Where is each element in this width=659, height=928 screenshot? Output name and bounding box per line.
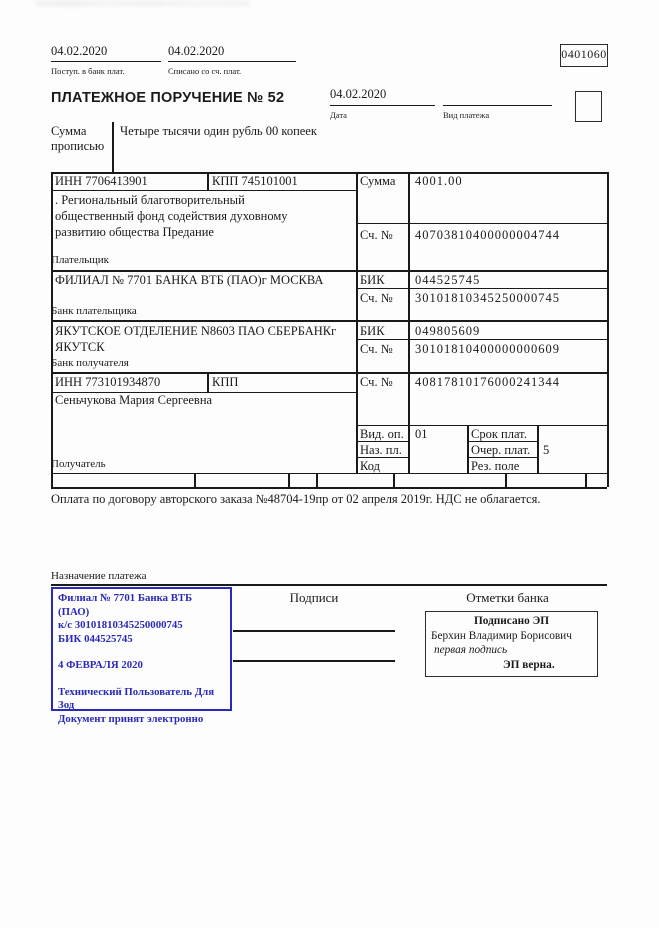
esign-title: Подписано ЭП — [473, 615, 550, 627]
signature-line-2 — [233, 660, 395, 662]
priority-label: Очер. плат. — [471, 443, 531, 457]
table-line — [207, 372, 209, 392]
amount-words-label-2: прописью — [51, 139, 105, 153]
code-label: Код — [360, 459, 380, 473]
date-underline — [330, 105, 435, 106]
stamp-date: 4 ФЕВРАЛЯ 2020 — [58, 659, 143, 671]
table-line — [356, 288, 607, 289]
table-line — [316, 473, 318, 487]
document-title: ПЛАТЕЖНОЕ ПОРУЧЕНИЕ № 52 — [51, 90, 285, 106]
signatures-heading: Подписи — [289, 590, 339, 605]
received-date-label: Поступ. в банк плат. — [51, 66, 125, 76]
table-line — [51, 270, 607, 272]
due-date-label: Срок плат. — [471, 427, 527, 441]
table-line — [288, 473, 290, 487]
op-type-value: 01 — [415, 427, 428, 441]
payer-inn: ИНН 7706413901 — [55, 174, 148, 188]
amount-in-words: Четыре тысячи один рубль 00 копеек — [120, 124, 317, 138]
reserve-field-label: Рез. поле — [471, 459, 520, 473]
payer-bank-account: 30101810345250000745 — [415, 291, 560, 305]
stamp-bank-name: Филиал № 7701 Банка ВТБ (ПАО) — [58, 592, 193, 618]
payment-type-checkbox — [575, 91, 602, 122]
sum-value: 4001.00 — [415, 174, 463, 188]
payer-bank-account-label: Сч. № — [360, 291, 393, 305]
payee-bank-bik: 049805609 — [415, 324, 481, 338]
stamp-spacer — [58, 646, 225, 659]
esign-box — [425, 611, 598, 677]
purpose-underline — [51, 584, 607, 586]
signature-line-1 — [233, 630, 395, 632]
table-line — [537, 425, 539, 473]
payee-account-label: Сч. № — [360, 375, 393, 389]
payee-bank-account: 30101810400000000609 — [415, 342, 560, 356]
esign-note: первая подпись — [434, 644, 508, 656]
table-line — [356, 172, 358, 473]
debited-date-underline — [168, 61, 296, 62]
debited-date-label: Списано со сч. плат. — [168, 66, 242, 76]
payer-account-label: Сч. № — [360, 228, 393, 242]
table-line — [356, 339, 607, 340]
payment-type-underline — [443, 105, 552, 106]
date-label: Дата — [330, 110, 347, 120]
payer-bank-bik: 044525745 — [415, 273, 481, 287]
bank-marks-heading: Отметки банка — [466, 590, 549, 605]
amount-words-divider — [112, 122, 114, 172]
stamp-spacer — [58, 673, 225, 686]
payee-bank-name-line-1: ЯКУТСКОЕ ОТДЕЛЕНИЕ N8603 ПАО СБЕРБАНКг — [55, 324, 337, 338]
stamp-user: Технический Пользователь Для Зод — [58, 685, 215, 711]
table-line — [51, 487, 607, 489]
received-date: 04.02.2020 — [51, 44, 108, 58]
received-date-underline — [51, 61, 161, 62]
payer-bank-name: ФИЛИАЛ № 7701 БАНКА ВТБ (ПАО)г МОСКВА — [55, 273, 324, 287]
stamp-bik: БИК 044525745 — [58, 632, 133, 645]
table-line — [505, 473, 507, 487]
payment-type-label: Вид платежа — [443, 110, 490, 120]
priority-value: 5 — [543, 443, 550, 457]
payee-section-label: Получатель — [51, 458, 106, 470]
payer-kpp: КПП 745101001 — [212, 174, 298, 188]
stamp-accepted: Документ принят электронно — [58, 712, 204, 725]
scan-artifact — [35, 0, 250, 7]
payer-name-line-1: . Региональный благотворительный — [55, 193, 245, 207]
payer-bank-bik-label: БИК — [360, 273, 385, 287]
payer-account: 40703810400000004744 — [415, 228, 560, 242]
payer-name-line-3: развитию общества Предание — [55, 225, 214, 239]
table-line — [194, 473, 196, 487]
payment-purpose-text: Оплата по договору авторского заказа №48704-19пр от 02 апреля 2019г. НДС не облагается. — [51, 492, 541, 506]
table-line — [51, 320, 607, 322]
table-line — [585, 473, 587, 487]
payee-inn: ИНН 773101934870 — [55, 375, 161, 389]
stamp-corr-account: к/с 30101810345250000745 — [58, 619, 183, 631]
table-line — [51, 172, 53, 487]
payee-bank-bik-label: БИК — [360, 324, 385, 338]
amount-words-label-1: Сумма — [51, 124, 87, 138]
table-line — [408, 172, 410, 473]
op-type-label: Вид. оп. — [360, 427, 404, 441]
table-line — [51, 190, 356, 191]
payment-purpose-label: Назначение платежа — [51, 570, 147, 582]
payee-kpp: КПП — [212, 375, 239, 389]
payer-section-label: Плательщик — [51, 254, 109, 266]
purpose-code-label: Наз. пл. — [360, 443, 402, 457]
table-line — [356, 223, 607, 224]
document-date: 04.02.2020 — [330, 87, 387, 101]
payee-bank-section-label: Банк получателя — [51, 357, 129, 369]
bank-stamp — [51, 587, 232, 725]
table-line — [467, 425, 469, 473]
table-line — [393, 473, 395, 487]
esign-name: Берхин Владимир Борисович — [431, 629, 572, 642]
table-line — [607, 172, 609, 487]
sum-label: Сумма — [360, 174, 396, 188]
payee-bank-account-label: Сч. № — [360, 342, 393, 356]
table-line — [51, 372, 607, 374]
payer-bank-section-label: Банк плательщика — [51, 305, 137, 317]
payee-name: Сеньчукова Мария Сергеевна — [55, 393, 213, 407]
table-line — [51, 473, 607, 474]
payee-bank-name-line-2: ЯКУТСК — [55, 340, 105, 354]
debited-date: 04.02.2020 — [168, 44, 225, 58]
payee-account: 40817810176000241344 — [415, 375, 560, 389]
payer-name-line-2: общественный фонд содействия духовному — [55, 209, 288, 223]
esign-status: ЭП верна. — [503, 658, 555, 671]
form-code-box: 0401060 — [560, 44, 608, 67]
table-line — [207, 172, 209, 190]
